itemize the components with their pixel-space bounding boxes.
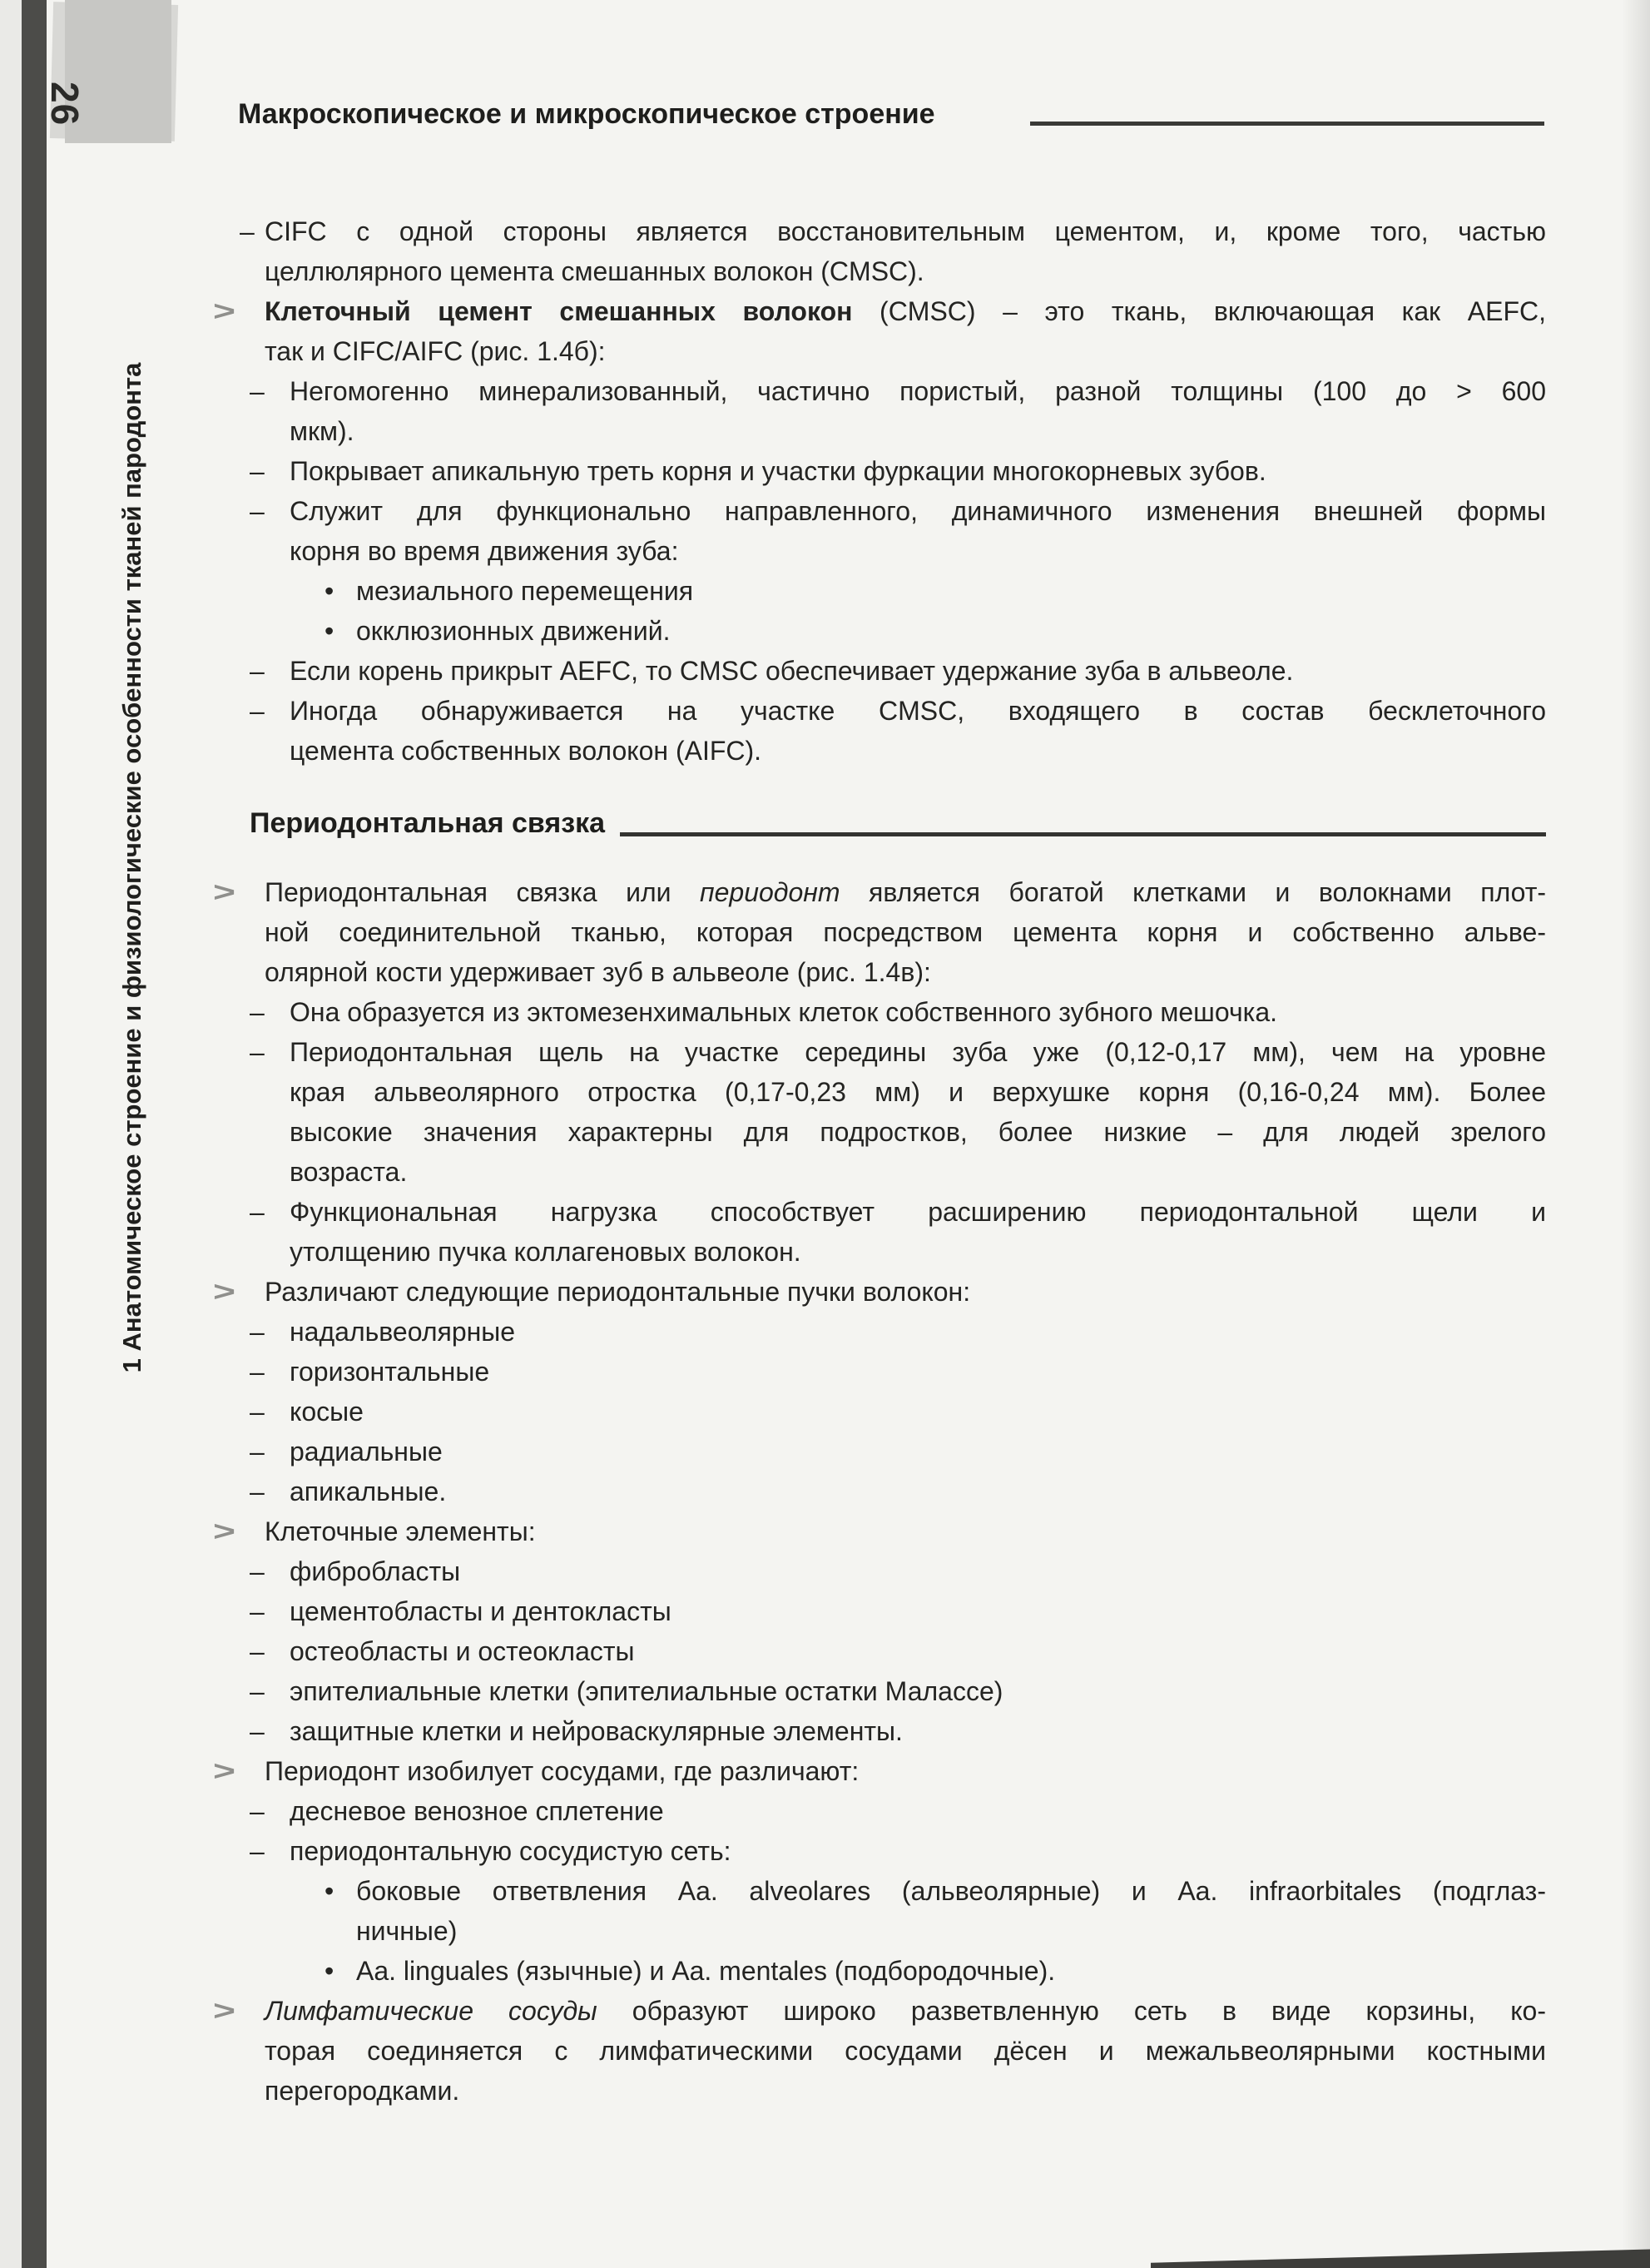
dash-list-item: [0, 491, 1650, 571]
text-line: [356, 611, 1546, 651]
text-run: утолщению пучка коллагеновых волокон.: [290, 1237, 801, 1267]
arrow-right-icon: >: [213, 1995, 235, 2026]
text-run: Периодонтальная связка или: [265, 877, 700, 907]
dash-marker: –: [250, 696, 265, 726]
dash-marker: –: [250, 376, 265, 406]
text-run: Различают следующие периодонтальные пучки волокон:: [265, 1277, 971, 1307]
text-line: [356, 1871, 1546, 1911]
text-line: [290, 531, 1546, 571]
dash-list-item: [0, 1831, 1650, 1871]
dash-list-item: [0, 651, 1650, 691]
bullet-marker: •: [325, 616, 334, 646]
text-run: целлюлярного цемента смешанных волокон (CMSC).: [265, 256, 924, 286]
dash-marker: –: [250, 1037, 265, 1067]
section-heading: Периодонтальная связка: [250, 807, 606, 839]
text-run: Лимфатические сосуды: [265, 1996, 597, 2026]
text-run: окклюзионных движений.: [356, 616, 671, 646]
dash-list-item: [0, 1392, 1650, 1432]
text-run: Негомогенно минерализованный, частично пористый, разной толщины (100 до > 600: [290, 376, 1546, 406]
text-run: надальвеолярные: [290, 1317, 516, 1347]
dash-list-item: [0, 1551, 1650, 1591]
chapter-header: Макроскопическое и микроскопическое строение: [238, 98, 935, 130]
text-run: цемента собственных волокон (AIFC).: [290, 736, 762, 766]
text-run: боковые ответвления Aa. alveolares (альвеолярные) и Aa. infraorbitales (подглаз-: [356, 1876, 1546, 1906]
text-line: [265, 2071, 1546, 2111]
page-right-edge: [1622, 0, 1650, 2268]
text-run: мезиального перемещения: [356, 576, 694, 606]
text-line: [290, 691, 1546, 731]
text-line: [290, 1312, 1546, 1352]
text-run: CIFC с одной стороны является восстановительным цементом, и, кроме того, частью: [265, 216, 1546, 246]
dash-marker: –: [250, 1476, 265, 1506]
dash-marker: –: [250, 1317, 265, 1347]
text-run: Клеточный цемент смешанных волокон: [265, 296, 853, 326]
dash-marker: –: [250, 1397, 265, 1427]
dash-marker: –: [250, 1636, 265, 1666]
dash-list-item: [0, 1591, 1650, 1631]
text-run: Она образуется из эктомезенхимальных клеток собственного зубного мешочка.: [290, 997, 1277, 1027]
bullet-marker: •: [325, 576, 334, 606]
dash-marker: –: [250, 1357, 265, 1387]
dash-list-item: [0, 1631, 1650, 1671]
arrow-list-item: [0, 1511, 1650, 1551]
sidebar-chapter-title: 1 Анатомическое строение и физиологические особенности тканей пародонта: [117, 362, 146, 1373]
text-line: [290, 1671, 1546, 1711]
text-line: [290, 1631, 1546, 1671]
dash-list-item: [0, 1471, 1650, 1511]
text-run: эпителиальные клетки (эпителиальные остатки Малассе): [290, 1676, 1003, 1706]
dash-marker: –: [250, 1716, 265, 1746]
text-line: [265, 872, 1546, 912]
text-line: [290, 1352, 1546, 1392]
text-run: Периодонтальная щель на участке середины зуба уже (0,12-0,17 мм), чем на уровне: [290, 1037, 1546, 1067]
text-line: [265, 1751, 1546, 1791]
text-line: [265, 912, 1546, 952]
text-run: ничные): [356, 1916, 458, 1946]
text-line: [265, 211, 1546, 251]
text-line: [265, 251, 1546, 291]
dash-marker: –: [250, 1437, 265, 1467]
bullet-list-item: [0, 611, 1650, 651]
text-run: перегородками.: [265, 2076, 460, 2106]
text-line: [265, 952, 1546, 992]
dash-marker: –: [250, 1197, 265, 1227]
text-line: [290, 731, 1546, 771]
text-run: апикальные.: [290, 1476, 447, 1506]
dash-marker: –: [250, 1836, 265, 1866]
text-line: [265, 331, 1546, 371]
arrow-right-icon: >: [213, 1755, 235, 1786]
text-run: Периодонт изобилует сосудами, где различают:: [265, 1756, 860, 1786]
dash-marker: –: [250, 1596, 265, 1626]
text-line: [356, 1951, 1546, 1991]
text-line: [290, 451, 1546, 491]
text-run: защитные клетки и нейроваскулярные элементы.: [290, 1716, 903, 1746]
text-run: остеобласты и остеокласты: [290, 1636, 635, 1666]
dash-list-item: [0, 1312, 1650, 1352]
dash-marker: –: [250, 997, 265, 1027]
text-line: [290, 1791, 1546, 1831]
arrow-list-item: [0, 291, 1650, 371]
text-line: [265, 1272, 1546, 1312]
dash-marker: –: [250, 1676, 265, 1706]
dash-list-item: [0, 1791, 1650, 1831]
dash-list-item: [0, 992, 1650, 1032]
text-run: корня во время движения зуба:: [290, 536, 679, 566]
dash-marker: –: [250, 1556, 265, 1586]
dash-list-item: [0, 371, 1650, 451]
text-line: [356, 1911, 1546, 1951]
bullet-list-item: [0, 1871, 1650, 1951]
text-run: мкм).: [290, 416, 354, 446]
text-line: [290, 411, 1546, 451]
arrow-list-item: [0, 1272, 1650, 1312]
dash-marker: –: [240, 216, 255, 246]
arrow-right-icon: >: [213, 1516, 235, 1546]
text-line: [290, 1591, 1546, 1631]
text-run: периодонтальную сосудистую сеть:: [290, 1836, 731, 1866]
page-content: [0, 211, 1650, 2111]
dash-list-item: [0, 211, 1650, 291]
bullet-list-item: [0, 1951, 1650, 1991]
text-run: Aa. linguales (язычные) и Aa. mentales (подбородочные).: [356, 1956, 1056, 1986]
page-number: 26: [43, 82, 87, 127]
text-line: [290, 1432, 1546, 1471]
text-line: [290, 1831, 1546, 1871]
text-line: [290, 1112, 1546, 1152]
dash-list-item: [0, 691, 1650, 771]
text-line: [290, 1032, 1546, 1072]
dash-list-item: [0, 1192, 1650, 1272]
text-run: ной соединительной тканью, которая посредством цемента корня и собственно альве-: [265, 917, 1546, 947]
text-line: [265, 2031, 1546, 2071]
text-line: [290, 1392, 1546, 1432]
text-run: радиальные: [290, 1437, 443, 1467]
dash-list-item: [0, 1671, 1650, 1711]
text-run: десневое венозное сплетение: [290, 1796, 664, 1826]
arrow-right-icon: >: [213, 295, 235, 326]
text-line: [356, 571, 1546, 611]
text-run: является богатой клетками и волокнами плот-: [840, 877, 1546, 907]
text-run: высокие значения характерны для подростков, более низкие – для людей зрелого: [290, 1117, 1546, 1147]
dash-list-item: [0, 1711, 1650, 1751]
page-bottom-edge: [1151, 2248, 1650, 2268]
chapter-header-rule: [1030, 122, 1544, 126]
bullet-marker: •: [325, 1956, 334, 1986]
dash-list-item: [0, 1352, 1650, 1392]
dash-marker: –: [250, 456, 265, 486]
text-line: [265, 1511, 1546, 1551]
arrow-right-icon: >: [213, 876, 235, 907]
text-run: периодонт: [700, 877, 840, 907]
section-heading-rule: [620, 832, 1546, 836]
section-heading-block: [0, 771, 1650, 872]
text-line: [265, 1991, 1546, 2031]
text-run: Если корень прикрыт AEFC, то CMSC обеспечивает удержание зуба в альвеоле.: [290, 656, 1294, 686]
dash-marker: –: [250, 656, 265, 686]
arrow-list-item: [0, 872, 1650, 992]
text-run: края альвеолярного отростка (0,17-0,23 мм) и верхушке корня (0,16-0,24 мм). Более: [290, 1077, 1546, 1107]
arrow-list-item: [0, 1991, 1650, 2111]
text-line: [290, 1551, 1546, 1591]
text-line: [290, 1232, 1546, 1272]
text-line: [290, 1711, 1546, 1751]
text-line: [290, 1072, 1546, 1112]
text-line: [290, 1192, 1546, 1232]
arrow-right-icon: >: [213, 1276, 235, 1307]
text-run: (CMSC) – это ткань, включающая как AEFC,: [852, 296, 1547, 326]
text-run: фибробласты: [290, 1556, 461, 1586]
text-run: косые: [290, 1397, 364, 1427]
arrow-list-item: [0, 1751, 1650, 1791]
text-line: [290, 1471, 1546, 1511]
dash-marker: –: [250, 496, 265, 526]
text-line: [290, 491, 1546, 531]
text-run: горизонтальные: [290, 1357, 490, 1387]
text-run: Клеточные элементы:: [265, 1516, 536, 1546]
text-run: возраста.: [290, 1157, 408, 1187]
text-line: [290, 371, 1546, 411]
text-run: Иногда обнаруживается на участке CMSC, входящего в состав бесклеточного: [290, 696, 1546, 726]
text-line: [290, 1152, 1546, 1192]
bullet-list-item: [0, 571, 1650, 611]
bullet-marker: •: [325, 1876, 334, 1906]
text-line: [265, 291, 1546, 331]
text-run: торая соединяется с лимфатическими сосудами дёсен и межальвеолярными костными: [265, 2036, 1546, 2066]
text-line: [290, 651, 1546, 691]
text-run: образуют широко разветвленную сеть в виде корзины, ко-: [597, 1996, 1547, 2026]
text-run: цементобласты и дентокласты: [290, 1596, 671, 1626]
dash-marker: –: [250, 1796, 265, 1826]
text-run: Служит для функционально направленного, динамичного изменения внешней формы: [290, 496, 1546, 526]
dash-list-item: [0, 1032, 1650, 1192]
dash-list-item: [0, 1432, 1650, 1471]
dash-list-item: [0, 451, 1650, 491]
text-run: Покрывает апикальную треть корня и участки фуркации многокорневых зубов.: [290, 456, 1266, 486]
text-run: олярной кости удерживает зуб в альвеоле (рис. 1.4в):: [265, 957, 931, 987]
text-run: так и CIFC/AIFC (рис. 1.4б):: [265, 336, 606, 366]
text-run: Функциональная нагрузка способствует расширению периодонтальной щели и: [290, 1197, 1546, 1227]
text-line: [290, 992, 1546, 1032]
